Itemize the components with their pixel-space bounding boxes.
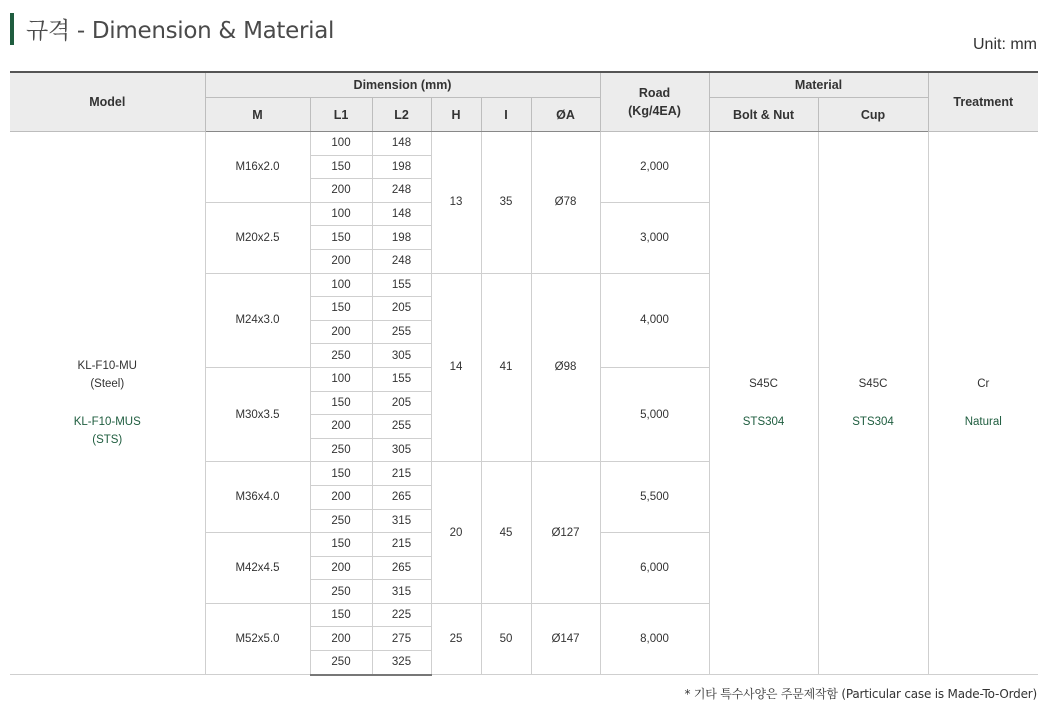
header-i: I <box>481 98 531 132</box>
bolt-nut-cell <box>709 132 818 675</box>
l2-cell: 205 <box>372 391 431 415</box>
l1-cell: 200 <box>310 179 372 203</box>
title-accent-bar <box>10 13 14 45</box>
cup-sts: STS304 <box>852 416 894 429</box>
thread-cell: M36x4.0 <box>205 462 310 533</box>
l2-cell: 315 <box>372 509 431 533</box>
unit-label: Unit: mm <box>973 36 1037 53</box>
l2-cell: 198 <box>372 155 431 179</box>
l1-cell: 100 <box>310 367 372 391</box>
l2-cell: 255 <box>372 320 431 344</box>
l2-cell: 198 <box>372 226 431 250</box>
header-road <box>600 72 709 132</box>
page-title: 규격 - Dimension & Material <box>26 18 335 44</box>
oa-cell: Ø78 <box>531 132 600 274</box>
l1-cell: 150 <box>310 462 372 486</box>
road-cell: 4,000 <box>600 273 709 367</box>
oa-cell: Ø127 <box>531 462 600 604</box>
thread-cell: M30x3.5 <box>205 367 310 461</box>
thread-cell: M42x4.5 <box>205 533 310 604</box>
treatment-steel: Cr <box>977 378 990 391</box>
l2-cell: 225 <box>372 603 431 627</box>
l1-cell: 150 <box>310 297 372 321</box>
l1-cell: 200 <box>310 556 372 580</box>
l1-cell: 250 <box>310 580 372 604</box>
model-cell <box>10 132 205 675</box>
l1-cell: 250 <box>310 509 372 533</box>
l2-cell: 275 <box>372 627 431 651</box>
l2-cell: 248 <box>372 249 431 273</box>
l1-cell: 100 <box>310 202 372 226</box>
l2-cell: 248 <box>372 179 431 203</box>
l1-cell: 250 <box>310 438 372 462</box>
road-cell: 8,000 <box>600 603 709 674</box>
road-cell: 5,000 <box>600 367 709 461</box>
model-steel-name: KL-F10-MU <box>77 360 137 373</box>
l2-cell: 148 <box>372 132 431 156</box>
l2-cell: 265 <box>372 556 431 580</box>
l2-cell: 305 <box>372 438 431 462</box>
treatment-sts: Natural <box>964 416 1002 429</box>
l1-cell: 100 <box>310 132 372 156</box>
model-sts-name: KL-F10-MUS <box>73 416 141 429</box>
l1-cell: 150 <box>310 391 372 415</box>
h-cell: 20 <box>431 462 481 604</box>
i-cell: 45 <box>481 462 531 604</box>
thread-cell: M24x3.0 <box>205 273 310 367</box>
header-road-line1: Road <box>638 86 671 100</box>
l1-cell: 100 <box>310 273 372 297</box>
bolt-steel: S45C <box>749 378 778 391</box>
thread-cell: M16x2.0 <box>205 132 310 203</box>
model-sts-type: (STS) <box>92 434 123 447</box>
header-road-line2: (Kg/4EA) <box>628 104 681 118</box>
header-oa: ØA <box>531 98 600 132</box>
header-dimension: Dimension (mm) <box>205 72 600 98</box>
road-cell: 2,000 <box>600 132 709 203</box>
footnote: * 기타 특수사양은 주문제작함 (Particular case is Made-To-Order) <box>684 687 1037 701</box>
h-cell: 13 <box>431 132 481 274</box>
road-cell: 3,000 <box>600 202 709 273</box>
header-material: Material <box>709 72 928 98</box>
l2-cell: 215 <box>372 533 431 557</box>
table-row <box>10 132 1038 156</box>
header-model: Model <box>10 72 205 132</box>
l1-cell: 150 <box>310 603 372 627</box>
thread-cell: M52x5.0 <box>205 603 310 674</box>
l1-cell: 200 <box>310 249 372 273</box>
l2-cell: 265 <box>372 485 431 509</box>
road-cell: 6,000 <box>600 533 709 604</box>
l2-cell: 155 <box>372 367 431 391</box>
header-cup: Cup <box>818 98 928 132</box>
cup-cell <box>818 132 928 675</box>
header-l2: L2 <box>372 98 431 132</box>
l1-cell: 250 <box>310 651 372 675</box>
bolt-sts: STS304 <box>742 416 785 429</box>
l1-cell: 200 <box>310 627 372 651</box>
header-treatment: Treatment <box>928 72 1038 132</box>
l1-cell: 200 <box>310 415 372 439</box>
l1-cell: 200 <box>310 320 372 344</box>
treatment-cell <box>928 132 1038 675</box>
l2-cell: 155 <box>372 273 431 297</box>
oa-cell: Ø98 <box>531 273 600 462</box>
spec-table <box>10 71 1038 676</box>
l2-cell: 215 <box>372 462 431 486</box>
cup-steel: S45C <box>858 378 888 391</box>
l1-cell: 250 <box>310 344 372 368</box>
header-bolt-nut: Bolt & Nut <box>709 98 818 132</box>
l1-cell: 150 <box>310 155 372 179</box>
h-cell: 25 <box>431 603 481 674</box>
l1-cell: 200 <box>310 485 372 509</box>
l2-cell: 325 <box>372 651 431 675</box>
thread-cell: M20x2.5 <box>205 202 310 273</box>
h-cell: 14 <box>431 273 481 462</box>
header-m: M <box>205 98 310 132</box>
l2-cell: 305 <box>372 344 431 368</box>
l2-cell: 148 <box>372 202 431 226</box>
l2-cell: 205 <box>372 297 431 321</box>
l1-cell: 150 <box>310 533 372 557</box>
road-cell: 5,500 <box>600 462 709 533</box>
i-cell: 50 <box>481 603 531 674</box>
l2-cell: 255 <box>372 415 431 439</box>
header-l1: L1 <box>310 98 372 132</box>
i-cell: 41 <box>481 273 531 462</box>
header-h: H <box>431 98 481 132</box>
model-steel-type: (Steel) <box>90 378 125 391</box>
l2-cell: 315 <box>372 580 431 604</box>
oa-cell: Ø147 <box>531 603 600 674</box>
i-cell: 35 <box>481 132 531 274</box>
l1-cell: 150 <box>310 226 372 250</box>
